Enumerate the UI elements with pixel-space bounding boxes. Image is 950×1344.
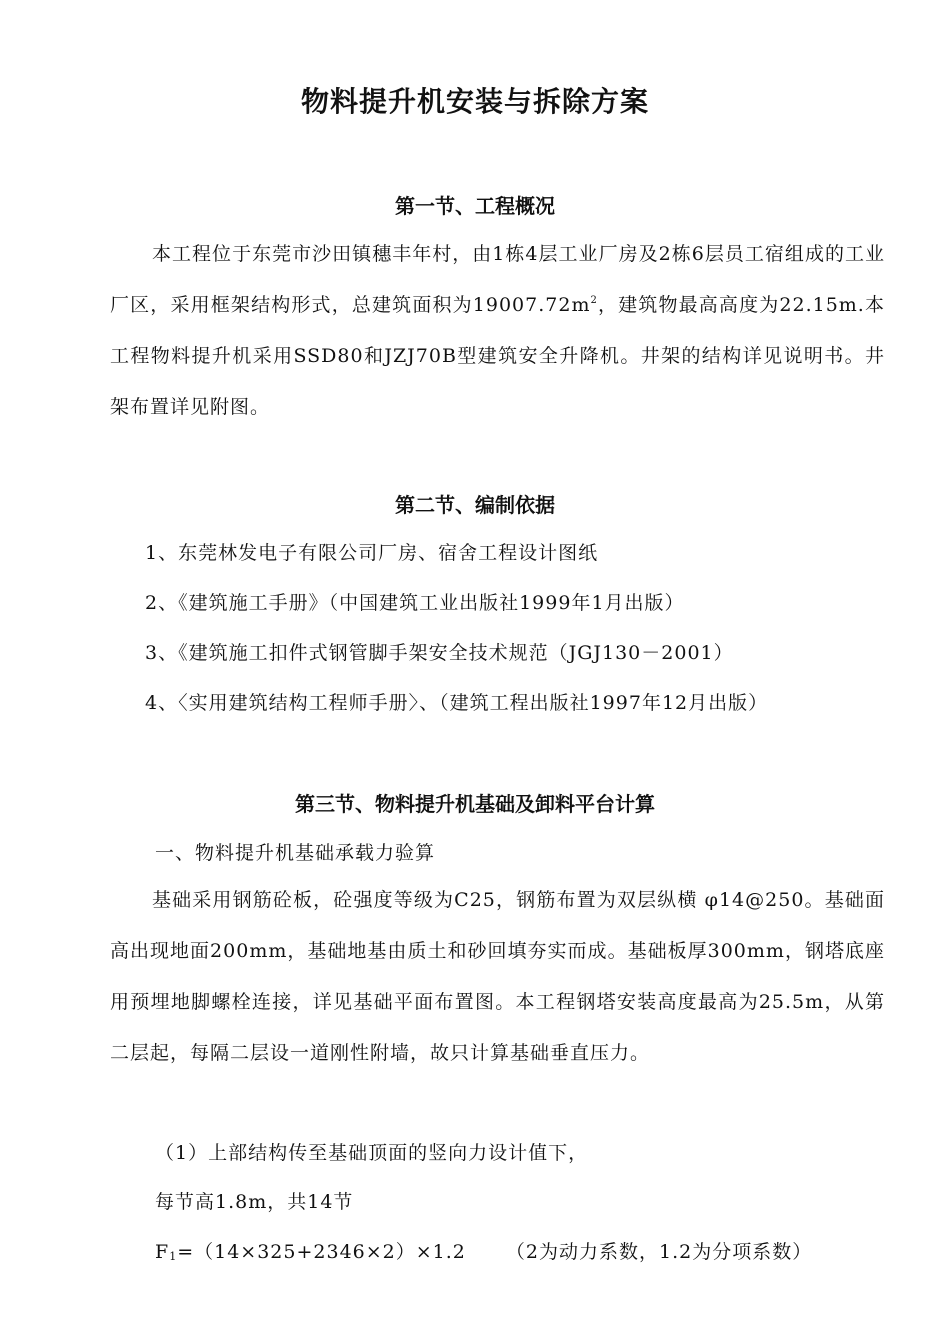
section-1-heading: 第一节、工程概况 [395,194,555,218]
section-1-text-b: ，建筑物最高高度为22.15m.本工程物料提升机采用SSD80和JZJ70B型建筑安全升降机。井架的结构详见说明书。井架布置详见附图。 [110,294,885,418]
section-3-paragraph: 基础采用钢筋砼板，砼强度等级为C25，钢筋布置为双层纵横 φ14@250。基础面高出现地面200mm，基础地基由质土和砂回填夯实而成。基础板厚300mm，钢塔底座用预埋地脚螺栓连接，详见基础平面布置图。本工程钢塔安装高度最高为25.5m，从第二层起，每隔二层设一道刚性附墙，故只计算基础垂直压力。 [110,889,885,1064]
section-1-paragraph [110,229,885,433]
basis-item-2: 2、《建筑施工手册》（中国建筑工业出版社1999年1月出版） [145,592,685,614]
formula-f1 [155,1237,812,1264]
document-title: 物料提升机安装与拆除方案 [300,85,649,118]
section-3-subheading: 一、物料提升机基础承载力验算 [155,842,436,864]
area-unit-superscript: 2 [590,295,598,306]
section-2-heading: 第二节、编制依据 [395,493,555,517]
basis-item-4: 4、〈实用建筑结构工程师手册〉、（建筑工程出版社1997年12月出版） [145,692,769,714]
formula-variable: F [155,1241,170,1263]
formula-expression: =（14×325+2346×2）×1.2 [177,1241,466,1263]
formula-subscript: 1 [169,1250,178,1263]
basis-item-1: 1、东莞林发电子有限公司厂房、宿舍工程设计图纸 [145,542,599,564]
section-3-heading: 第三节、物料提升机基础及卸料平台计算 [295,792,655,816]
calc-item-1: （1）上部结构传至基础顶面的竖向力设计值下， [155,1142,589,1164]
section-1-text-a: 本工程位于东莞市沙田镇穗丰年村，由1栋4层工业厂房及2栋6层员工宿组成的工业厂区，采用框架结构形式，总建筑面积为19007.72m [110,243,885,316]
calc-line-segments: 每节高1.8m，共14节 [155,1191,354,1213]
formula-note: （2为动力系数，1.2为分项系数） [505,1241,813,1263]
basis-item-3: 3、《建筑施工扣件式钢管脚手架安全技术规范（JGJ130－2001） [145,642,734,664]
